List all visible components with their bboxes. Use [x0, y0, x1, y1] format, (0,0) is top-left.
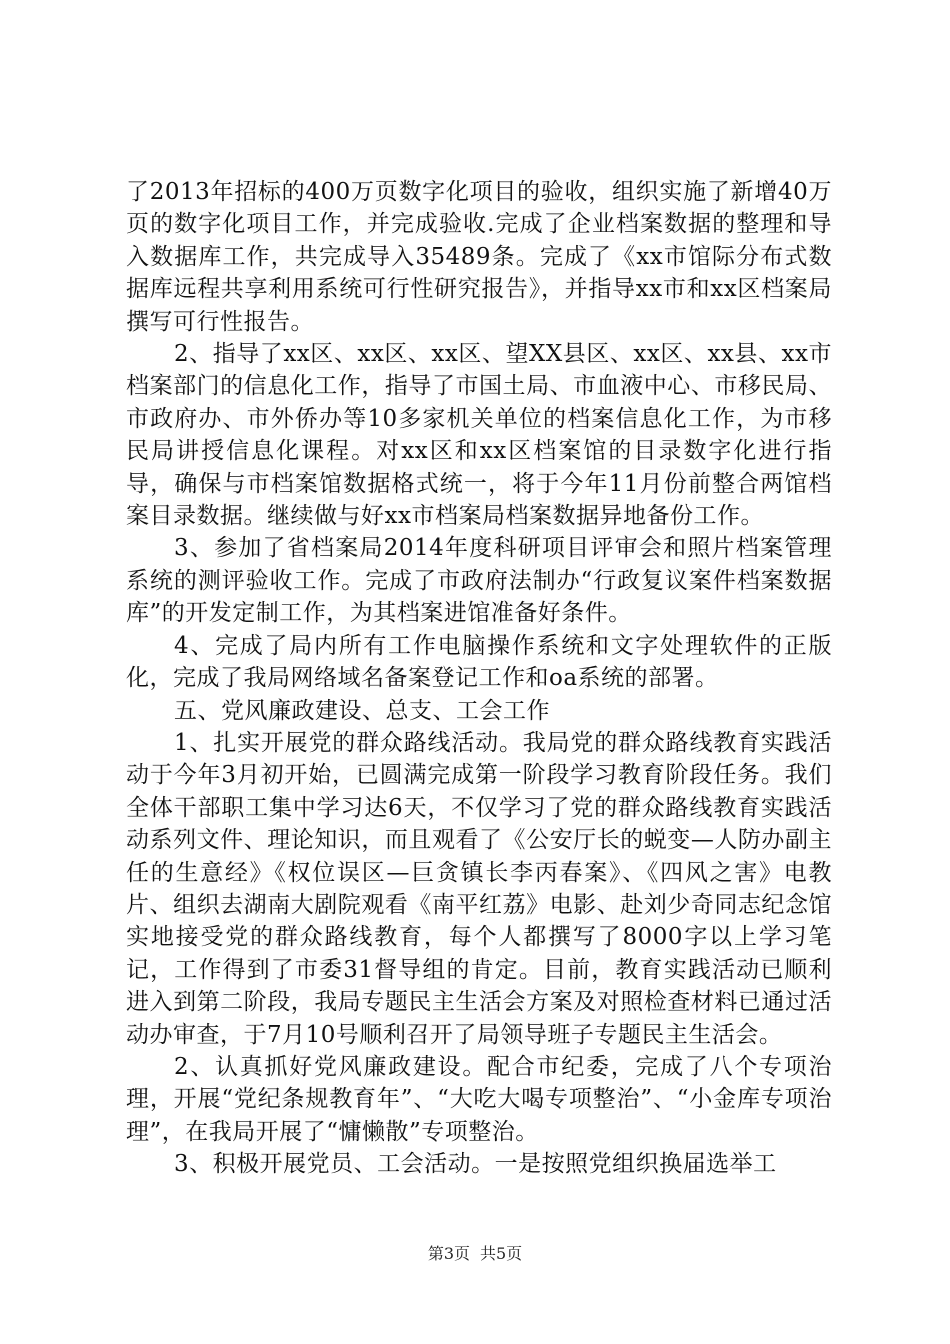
page-footer: [0, 1244, 950, 1264]
paragraph-6: 2、认真抓好党风廉政建设。配合市纪委，完成了八个专项治理，开展“党纪条规教育年”、“大吃大喝专项整治”、“小金库专项治理”，在我局开展了“慵懒散”专项整治。: [126, 1053, 832, 1145]
paragraph-4: 4、完成了局内所有工作电脑操作系统和文字处理软件的正版化，完成了我局网络域名备案登记工作和oa系统的部署。: [126, 632, 832, 692]
paragraph-3: 3、参加了省档案局2014年度科研项目评审会和照片档案管理系统的测评验收工作。完成了市政府法制办“行政复议案件档案数据库”的开发定制工作，为其档案进馆准备好条件。: [126, 535, 832, 627]
paragraph-7: 3、积极开展党员、工会活动。一是按照党组织换届选举工: [174, 1151, 777, 1178]
section-heading: 五、党风廉政建设、总支、工会工作: [174, 697, 550, 724]
document-body: [126, 176, 832, 1181]
page-total: 共5页: [480, 1244, 523, 1263]
page-number: 第3页: [427, 1244, 470, 1263]
paragraph-2: 2、指导了xx区、xx区、xx区、望XX县区、xx区、xx县、xx市档案部门的信息化工作，指导了市国土局、市血液中心、市移民局、市政府办、市外侨办等10多家机关单位的档案信息化工作，为市移民局讲授信息化课程。对xx区和xx区档案馆的目录数字化进行指导，确保与市档案馆数据格式统一，将于今年11月份前整合两馆档案目录数据。继续做与好xx市档案局档案数据异地备份工作。: [126, 341, 832, 530]
paragraph-1: 了2013年招标的400万页数字化项目的验收，组织实施了新增40万页的数字化项目工作，并完成验收.完成了企业档案数据的整理和导入数据库工作，共完成导入35489条。完成了《xx市馆际分布式数据库远程共享利用系统可行性研究报告》，并指导xx市和xx区档案局撰写可行性报告。: [126, 179, 832, 335]
paragraph-5: 1、扎实开展党的群众路线活动。我局党的群众路线教育实践活动于今年3月初开始，已圆满完成第一阶段学习教育阶段任务。我们全体干部职工集中学习达6天，不仅学习了党的群众路线教育实践活动系列文件、理论知识，而且观看了《公安厅长的蜕变—人防办副主任的生意经》《权位误区—巨贪镇长李丙春案》、《四风之害》电教片、组织去湖南大剧院观看《南平红荔》电影、赴刘少奇同志纪念馆实地接受党的群众路线教育，每个人都撰写了8000字以上学习笔记，工作得到了市委31督导组的肯定。目前，教育实践活动已顺利进入到第二阶段，我局专题民主生活会方案及对照检查材料已通过活动办审查，于7月10号顺利召开了局领导班子专题民主生活会。: [126, 729, 832, 1048]
